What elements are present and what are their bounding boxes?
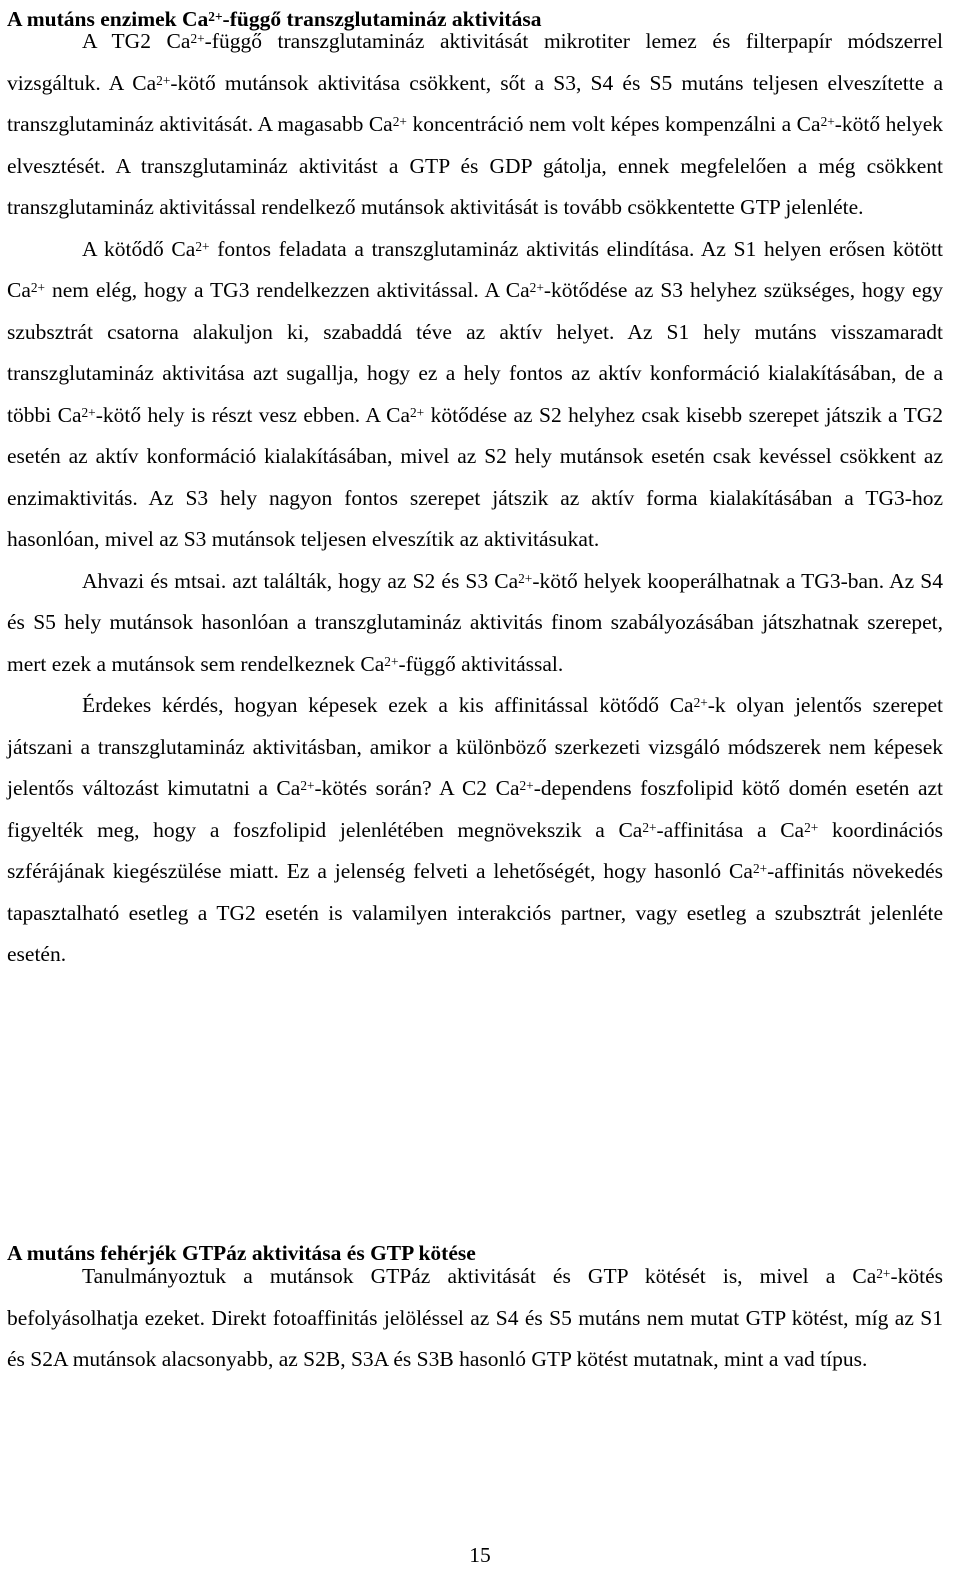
paragraph-2 — [7, 229, 943, 561]
text: -függő transzglutamináz aktivitását mikrotiter lemez és filterpapír módszerrel vizsgáltuk. A Ca — [7, 29, 943, 95]
text: -kötő hely is részt vesz ebben. A Ca — [95, 402, 410, 427]
text: A kötődő Ca — [82, 236, 196, 261]
superscript: 2+ — [208, 9, 223, 25]
text: -kötődése az S3 helyhez szükséges, hogy egy szubsztrát csatorna alakuljon ki, szabaddá téve az aktív helyet. Az S1 hely mutáns visszamaradt transzglutamináz aktivitása azt sugallja, hogy ez a hely fontos az aktív konformáció kialakításában, de a többi Ca — [7, 278, 943, 427]
text: -affinitása a Ca — [656, 817, 805, 842]
text: koncentráció nem volt képes kompenzálni a Ca — [406, 112, 821, 136]
page-number: 15 — [469, 1543, 491, 1567]
paragraph-1 — [7, 21, 943, 229]
text: Ahvazi és mtsai. azt találták, hogy az S2 és S3 Ca — [82, 568, 519, 593]
heading-text: A mutáns enzimek Ca — [7, 7, 209, 31]
section-heading-gtpase: A mutáns fehérjék GTPáz aktivitása és GTP kötése — [7, 1241, 476, 1265]
superscript: 2+ — [156, 72, 171, 88]
superscript: 2+ — [820, 114, 835, 130]
superscript: 2+ — [410, 404, 425, 420]
superscript: 2+ — [876, 1266, 891, 1282]
text: -kötés során? A C2 Ca — [314, 776, 520, 800]
superscript: 2+ — [81, 404, 96, 420]
paragraph-4 — [7, 685, 943, 976]
superscript: 2+ — [642, 819, 657, 835]
text: -affinitás növekedés tapasztalható esetleg a TG2 esetén is valamilyen interakciós partner, vagy esetleg a szubsztrát jelenléte esetén. — [7, 859, 943, 966]
text: -kötés befolyásolhatja ezeket. Direkt fotoaffinitás jelöléssel az S4 és S5 mutáns nem mutat GTP kötést, míg az S1 és S2A mutánsok alacsonyabb, az S2B, S3A és S3B hasonló GTP kötést mutatnak, mint a vad típus. — [7, 1264, 943, 1371]
text: -kötő mutánsok aktivitása csökkent, sőt a S3, S4 és S5 mutáns teljesen elveszítette a transzglutamináz aktivitását. A magasabb Ca — [7, 70, 943, 136]
superscript: 2+ — [804, 819, 819, 835]
text: A TG2 Ca — [82, 29, 191, 53]
superscript: 2+ — [30, 280, 46, 296]
superscript: 2+ — [190, 31, 205, 47]
section-body-calcium-activity — [7, 21, 943, 976]
superscript: 2+ — [693, 695, 708, 711]
superscript: 2+ — [392, 114, 407, 130]
superscript: 2+ — [300, 778, 315, 794]
heading-text: -függő transzglutamináz aktivitása — [222, 7, 542, 31]
superscript: 2+ — [518, 570, 533, 586]
text: koordinációs szférájának kiegészülése miatt. Ez a jelenség felveti a lehetőségét, hogy hasonló Ca — [7, 817, 943, 883]
paragraph-5 — [7, 1256, 943, 1381]
text: Tanulmányoztuk a mutánsok GTPáz aktivitását és GTP kötését is, mivel a Ca — [82, 1264, 877, 1288]
text: kötődése az S2 helyhez csak kisebb szerepet játszik a TG2 esetén az aktív konformáció kialakításában, mivel az S2 hely mutánsok esetén csak kevéssel csökkent az enzimaktivitás. Az S3 hely nagyon fontos szerepet játszik az aktív forma kialakításában a TG3-hoz hasonlóan, mivel az S3 mutánsok teljesen elveszítik az aktivitásukat. — [7, 402, 943, 551]
section-body-gtpase — [7, 1256, 943, 1381]
text: -függő aktivitással. — [398, 651, 564, 676]
text: -kötő helyek kooperálhatnak a TG3-ban. Az S4 és S5 hely mutánsok hasonlóan a transzglutamináz aktivitás finom szabályozásában játszhatnak szerepet, mert ezek a mutánsok sem rendelkeznek Ca — [7, 568, 943, 676]
superscript: 2+ — [384, 653, 399, 669]
paragraph-3 — [7, 561, 943, 686]
text: -kötő helyek elvesztését. A transzglutamináz aktivitást a GTP és GDP gátolja, ennek megfelelően a még csökkent transzglutamináz aktivitással rendelkező mutánsok aktivitását is tovább csökkentette GTP jelenléte. — [7, 112, 943, 219]
text: fontos feladata a transzglutamináz aktivitás elindítása. Az S1 helyen erősen kötött Ca — [7, 236, 944, 302]
text: Érdekes kérdés, hogyan képesek ezek a kis affinitással kötődő Ca — [82, 693, 694, 717]
text: -k olyan jelentős szerepet játszani a transzglutamináz aktivitásban, amikor a különböző szerkezeti vizsgáló módszerek nem képesek jelentős változást kimutatni a Ca — [7, 693, 943, 800]
superscript: 2+ — [195, 238, 210, 254]
superscript: 2+ — [529, 280, 544, 296]
text: nem elég, hogy a TG3 rendelkezzen aktivitással. A Ca — [45, 278, 530, 302]
text: -dependens foszfolipid kötő domén esetén azt figyelték meg, hogy a foszfolipid jelenlétében megnövekszik a Ca — [7, 776, 943, 842]
superscript: 2+ — [519, 778, 534, 794]
superscript: 2+ — [752, 861, 768, 877]
